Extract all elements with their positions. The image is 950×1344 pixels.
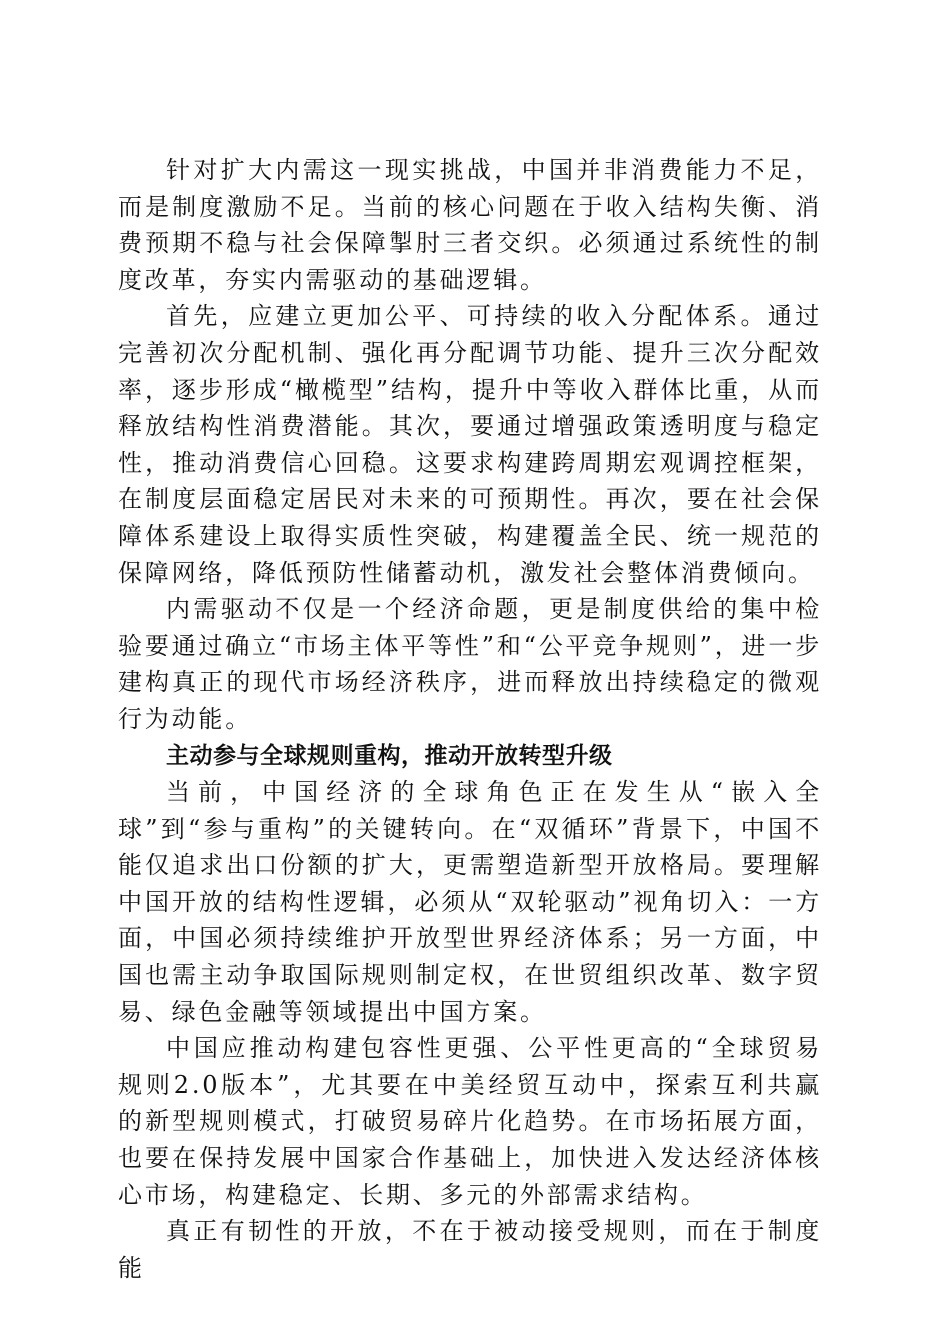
section-heading: 主动参与全球规则重构，推动开放转型升级	[166, 742, 613, 769]
paragraph-resilient-opening: 真正有韧性的开放，不在于被动接受规则，而在于制度能	[118, 1217, 822, 1282]
paragraph-institutional-supply: 内需驱动不仅是一个经济命题，更是制度供给的集中检验要通过确立“市场主体平等性”和“公平竞争规则”，进一步建构真正的现代市场经济秩序，进而释放出持续稳定的微观行为动能。	[118, 595, 822, 733]
document-page	[118, 152, 822, 1286]
paragraph-trade-rules: 中国应推动构建包容性更强、公平性更高的“全球贸易规则2.0版本”，尤其要在中美经贸互动中，探索互利共赢的新型规则模式，打破贸易碎片化趋势。在市场拓展方面，也要在保持发展中国家合作基础上，加快进入发达经济体核心市场，构建稳定、长期、多元的外部需求结构。	[118, 1034, 822, 1209]
paragraph-domestic-demand-intro: 针对扩大内需这一现实挑战，中国并非消费能力不足，而是制度激励不足。当前的核心问题在于收入结构失衡、消费预期不稳与社会保障掣肘三者交织。必须通过系统性的制度改革，夯实内需驱动的基础逻辑。	[118, 156, 822, 294]
paragraph-global-role: 当前，中国经济的全球角色正在发生从“嵌入全球”到“参与重构”的关键转向。在“双循环”背景下，中国不能仅追求出口份额的扩大，更需塑造新型开放格局。要理解中国开放的结构性逻辑，必须从“双轮驱动”视角切入：一方面，中国必须持续维护开放型世界经济体系；另一方面，中国也需主动争取国际规则制定权，在世贸组织改革、数字贸易、绿色金融等领域提出中国方案。	[118, 778, 822, 1026]
paragraph-income-distribution: 首先，应建立更加公平、可持续的收入分配体系。通过完善初次分配机制、强化再分配调节功能、提升三次分配效率，逐步形成“橄榄型”结构，提升中等收入群体比重，从而释放结构性消费潜能。其次，要通过增强政策透明度与稳定性，推动消费信心回稳。这要求构建跨周期宏观调控框架，在制度层面稳定居民对未来的可预期性。再次，要在社会保障体系建设上取得实质性突破，构建覆盖全民、统一规范的保障网络，降低预防性储蓄动机，激发社会整体消费倾向。	[118, 302, 822, 587]
